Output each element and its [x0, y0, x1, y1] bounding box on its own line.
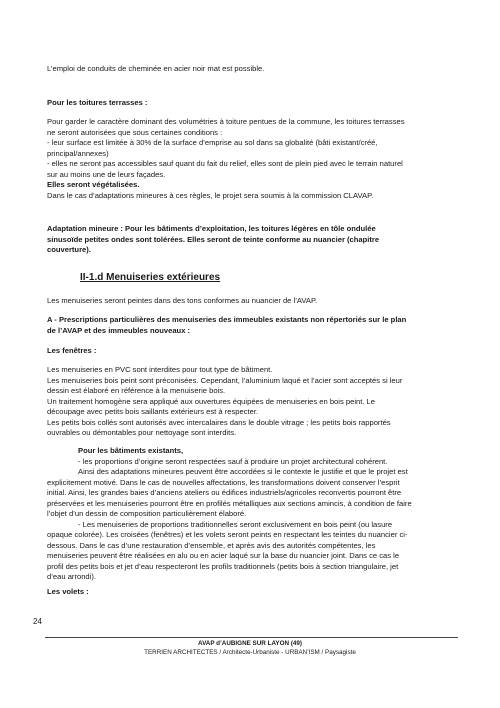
subheading-existing-buildings: Pour les bâtiments existants, — [78, 446, 184, 455]
minor-adaptation-line: couverture). — [47, 245, 91, 254]
prescriptions-heading: A - Prescriptions particulières des menuiseries des immeubles existants non répertoriés sur le plan — [47, 315, 407, 324]
paragraph-line: - leur surface est limitée à 30% de la surface d’emprise au sol dans sa globalité (bâti existant/créé, — [47, 138, 378, 147]
subheading-shutters: Les volets : — [47, 587, 89, 596]
paragraph-line: préservées et les menuiseries pourront être en profilés métalliques aux sections amincis, à condition de faire — [47, 498, 412, 508]
paragraph-line: ne seront autorisées que sous certaines conditions : — [47, 127, 223, 137]
paragraph-line: - Les menuiseries de proportions traditionnelles seront exclusivement en bois peint (ou lasure — [78, 519, 393, 529]
paragraph-line: opaque colorée). Les croisées (fenêtres) et les volets seront peints en respectant les teintes du nuancier ci- — [47, 530, 408, 539]
paragraph-line: Les petits bois collés sont autorisés avec intercalaires dans le double vitrage ; les petits bois rapportés — [47, 417, 391, 427]
prescriptions-heading: de l’AVAP et des immeubles nouveaux : — [47, 325, 191, 335]
paragraph-line: Dans le cas d’adaptations mineures à ces règles, le projet sera soumis à la commission CLAVAP. — [47, 190, 374, 200]
paragraph-line: Ainsi des adaptations mineures peuvent être accordées si le contexte le justifie et que le projet est — [78, 467, 408, 476]
paragraph-line: principal/annexes) — [47, 148, 109, 158]
minor-adaptation-line: sinusoïde petites ondes sont tolérées. Elles seront de teinte conforme au nuancier (chapitre — [47, 234, 380, 244]
paragraph-line: sur au moins une de leurs façades. — [47, 169, 166, 179]
paragraph-line: dessous. Dans le cas d’une restauration d’ensemble, et après avis des autorités compétentes, les — [47, 540, 376, 550]
paragraph-line: L’emploi de conduits de cheminée en acier noir mat est possible. — [47, 64, 265, 73]
paragraph-line: Pour garder le caractère dominant des volumétries à toiture pentues de la commune, les toitures terrasses — [47, 117, 405, 126]
paragraph-line-bold: Elles seront végétalisées. — [47, 180, 140, 189]
paragraph-line: Les menuiseries en PVC sont interdites pour tout type de bâtiment. — [47, 365, 273, 374]
footer-divider — [45, 637, 458, 638]
paragraph-line: Les menuiseries bois peint sont préconisées. Cependant, l’aluminium laqué et l’acier sont acceptés si leur — [47, 375, 403, 385]
paragraph-line: menuiseries peuvent être réalisées en alu ou en acier laqué sur la base du nuancier joint. Dans ce cas le — [47, 551, 400, 560]
page-number: 24 — [33, 617, 42, 626]
paragraph-line: - les proportions d’origine seront respectées sauf à produire un projet architectural cohérent. — [78, 456, 388, 466]
paragraph-line: explicitement motivé. Dans le cas de nouvelles affectations, les transformations doivent conserver l’esprit — [47, 477, 400, 487]
paragraph-line: initial. Ainsi, les grandes baies d’anciens ateliers ou édifices industriels/agricoles reconvertis pourront être — [47, 488, 402, 497]
paragraph-line: l’objet d’un dessin de composition particulièrement élaboré. — [47, 509, 247, 518]
subheading-windows: Les fenêtres : — [47, 346, 97, 355]
paragraph-line: d’eau arrondi). — [47, 572, 96, 581]
paragraph-line: - elles ne seront pas accessibles sauf quant du fait du relief, elles sont de plein pied avec le terrain naturel — [47, 159, 403, 168]
footer-credits: TERRIEN ARCHITECTES / Architecte-Urbaniste - URBAN’ISM / Paysagiste — [144, 649, 356, 656]
paragraph-line: Un traitement homogène sera appliqué aux ouvertures équipées de menuiseries en bois peint. Le — [47, 396, 376, 406]
paragraph-line: profil des petits bois et jet d’eau respecteront les profils traditionnels (petits bois à section triangulaire, jet — [47, 561, 399, 571]
footer-title: AVAP d’AUBIGNE SUR LAYON (49) — [197, 640, 303, 647]
section-heading: II-1.d Menuiseries extérieures — [80, 272, 221, 283]
subheading-flat-roofs: Pour les toitures terrasses : — [47, 98, 148, 107]
paragraph-line: découpage avec petits bois saillants extérieurs est à respecter. — [47, 407, 259, 416]
minor-adaptation-line: Adaptation mineure : Pour les bâtiments d’exploitation, les toitures légères en tôle ondulée — [47, 224, 376, 233]
paragraph-line: Les menuiseries seront peintes dans des tons conformes au nuancier de l’AVAP. — [47, 296, 318, 305]
paragraph-line: ouvrables ou démontables pour nettoyage sont interdits. — [47, 428, 237, 437]
paragraph-line: dessin est élaboré en référence à la menuiserie bois. — [47, 386, 226, 395]
